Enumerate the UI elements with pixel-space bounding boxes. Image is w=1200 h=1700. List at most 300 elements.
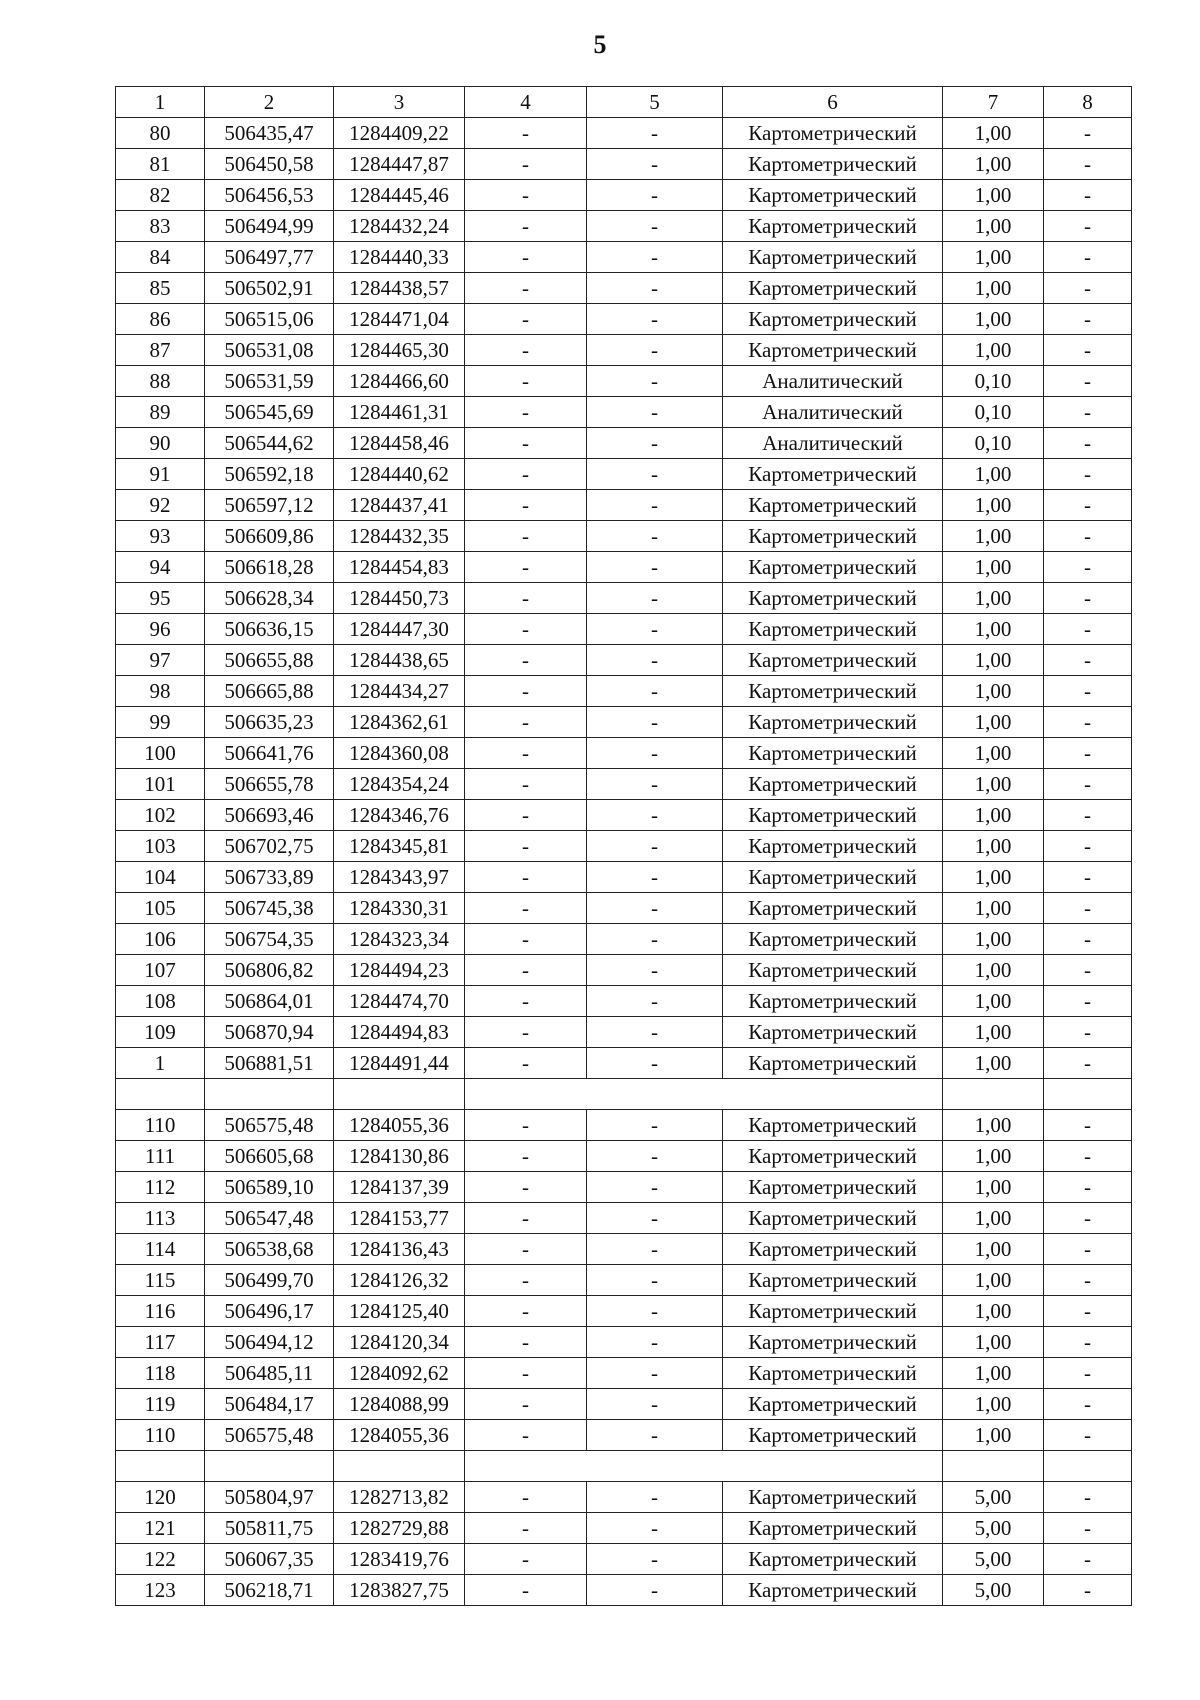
table-cell: 506864,01	[205, 986, 334, 1017]
table-cell: 1284137,39	[334, 1172, 465, 1203]
table-row	[116, 1234, 1132, 1265]
table-cell: -	[465, 304, 587, 335]
table-cell: 1284447,30	[334, 614, 465, 645]
separator-cell	[116, 1079, 205, 1110]
table-cell: 1284465,30	[334, 335, 465, 366]
table-cell: -	[465, 428, 587, 459]
table-row	[116, 1110, 1132, 1141]
table-row	[116, 707, 1132, 738]
table-cell: -	[587, 1482, 723, 1513]
table-cell: -	[465, 335, 587, 366]
table-row	[116, 397, 1132, 428]
table-cell: 123	[116, 1575, 205, 1606]
table-row	[116, 180, 1132, 211]
table-cell: -	[1044, 149, 1132, 180]
table-cell: 506605,68	[205, 1141, 334, 1172]
table-row	[116, 831, 1132, 862]
table-cell: -	[587, 335, 723, 366]
table-cell: -	[1044, 924, 1132, 955]
table-cell: 1284323,34	[334, 924, 465, 955]
table-cell: -	[587, 149, 723, 180]
header-row	[116, 87, 1132, 118]
table-cell: Картометрический	[723, 614, 943, 645]
table-cell: -	[465, 1110, 587, 1141]
table-cell: -	[1044, 614, 1132, 645]
table-cell: -	[1044, 955, 1132, 986]
header-cell: 5	[587, 87, 723, 118]
table-row	[116, 955, 1132, 986]
table-cell: 506545,69	[205, 397, 334, 428]
table-cell: -	[1044, 1017, 1132, 1048]
table-cell: 1284409,22	[334, 118, 465, 149]
table-cell: 112	[116, 1172, 205, 1203]
table-cell: -	[587, 459, 723, 490]
table-cell: 1,00	[943, 1358, 1044, 1389]
table-cell: -	[1044, 304, 1132, 335]
table-row	[116, 428, 1132, 459]
table-cell: 506665,88	[205, 676, 334, 707]
table-cell: -	[465, 738, 587, 769]
table-cell: 1284438,65	[334, 645, 465, 676]
table-cell: 114	[116, 1234, 205, 1265]
table-cell: 506806,82	[205, 955, 334, 986]
table-cell: -	[587, 521, 723, 552]
table-cell: -	[587, 273, 723, 304]
table-cell: 101	[116, 769, 205, 800]
table-row	[116, 676, 1132, 707]
separator-cell	[116, 1451, 205, 1482]
separator-cell	[205, 1451, 334, 1482]
table-cell: Картометрический	[723, 242, 943, 273]
table-cell: 86	[116, 304, 205, 335]
table-row	[116, 1141, 1132, 1172]
table-cell: 1284432,35	[334, 521, 465, 552]
table-cell: 93	[116, 521, 205, 552]
table-cell: 1,00	[943, 1389, 1044, 1420]
table-cell: Картометрический	[723, 1141, 943, 1172]
table-cell: 82	[116, 180, 205, 211]
table-cell: -	[465, 552, 587, 583]
table-cell: Картометрический	[723, 831, 943, 862]
table-row	[116, 924, 1132, 955]
table-row	[116, 614, 1132, 645]
table-cell: 506702,75	[205, 831, 334, 862]
table-cell: 111	[116, 1141, 205, 1172]
table-cell: 5,00	[943, 1575, 1044, 1606]
table-cell: 1,00	[943, 1327, 1044, 1358]
table-cell: 98	[116, 676, 205, 707]
table-cell: 117	[116, 1327, 205, 1358]
table-cell: -	[587, 1296, 723, 1327]
table-cell: -	[587, 304, 723, 335]
table-cell: -	[1044, 335, 1132, 366]
table-cell: 1283827,75	[334, 1575, 465, 1606]
table-cell: -	[587, 1575, 723, 1606]
table-cell: 1,00	[943, 552, 1044, 583]
table-cell: 1,00	[943, 335, 1044, 366]
table-cell: -	[465, 645, 587, 676]
table-cell: 1,00	[943, 583, 1044, 614]
table-cell: -	[465, 955, 587, 986]
separator-cell	[723, 1451, 943, 1482]
table-cell: -	[587, 676, 723, 707]
table-row	[116, 1389, 1132, 1420]
table-cell: 1284055,36	[334, 1110, 465, 1141]
table-row	[116, 1575, 1132, 1606]
table-cell: 1284471,04	[334, 304, 465, 335]
table-cell: -	[587, 118, 723, 149]
table-cell: -	[465, 707, 587, 738]
separator-cell	[1044, 1079, 1132, 1110]
table-row	[116, 1203, 1132, 1234]
table-row	[116, 1482, 1132, 1513]
table-cell: Картометрический	[723, 676, 943, 707]
table-cell: -	[587, 366, 723, 397]
table-cell: -	[1044, 397, 1132, 428]
table-cell: Картометрический	[723, 149, 943, 180]
table-cell: 1,00	[943, 769, 1044, 800]
table-cell: -	[1044, 211, 1132, 242]
table-row	[116, 1265, 1132, 1296]
table-cell: Картометрический	[723, 273, 943, 304]
table-cell: -	[1044, 738, 1132, 769]
table-cell: 1284445,46	[334, 180, 465, 211]
table-cell: 96	[116, 614, 205, 645]
table-cell: 87	[116, 335, 205, 366]
table-cell: 1284360,08	[334, 738, 465, 769]
header-cell: 2	[205, 87, 334, 118]
table-cell: 1284491,44	[334, 1048, 465, 1079]
table-cell: -	[1044, 800, 1132, 831]
table-cell: 506575,48	[205, 1110, 334, 1141]
table-cell: 97	[116, 645, 205, 676]
table-cell: 506496,17	[205, 1296, 334, 1327]
table-cell: -	[1044, 1234, 1132, 1265]
table-cell: 506609,86	[205, 521, 334, 552]
table-row	[116, 1513, 1132, 1544]
table-row	[116, 211, 1132, 242]
table-cell: 506754,35	[205, 924, 334, 955]
separator-cell	[334, 1079, 465, 1110]
table-cell: -	[465, 273, 587, 304]
table-cell: Картометрический	[723, 738, 943, 769]
separator-cell	[465, 1079, 587, 1110]
table-cell: Картометрический	[723, 955, 943, 986]
table-row	[116, 986, 1132, 1017]
table-cell: -	[587, 738, 723, 769]
table-cell: -	[1044, 242, 1132, 273]
table-cell: -	[1044, 831, 1132, 862]
table-cell: 100	[116, 738, 205, 769]
table-row	[116, 862, 1132, 893]
table-cell: Картометрический	[723, 180, 943, 211]
table-row	[116, 490, 1132, 521]
table-cell: Картометрический	[723, 862, 943, 893]
table-cell: 505811,75	[205, 1513, 334, 1544]
table-cell: -	[587, 707, 723, 738]
header-cell: 3	[334, 87, 465, 118]
table-cell: 506592,18	[205, 459, 334, 490]
separator-cell	[943, 1451, 1044, 1482]
table-cell: Картометрический	[723, 459, 943, 490]
page-number: 5	[593, 30, 607, 59]
table-row	[116, 583, 1132, 614]
table-cell: 1,00	[943, 924, 1044, 955]
table-cell: 1,00	[943, 273, 1044, 304]
table-cell: Картометрический	[723, 1575, 943, 1606]
table-cell: 506531,08	[205, 335, 334, 366]
table-cell: -	[465, 366, 587, 397]
table-cell: 5,00	[943, 1513, 1044, 1544]
table-row	[116, 1544, 1132, 1575]
table-row	[116, 304, 1132, 335]
table-cell: 1284343,97	[334, 862, 465, 893]
table-cell: 120	[116, 1482, 205, 1513]
table-cell: 506628,34	[205, 583, 334, 614]
table-cell: Картометрический	[723, 490, 943, 521]
table-cell: -	[587, 1017, 723, 1048]
table-cell: 1,00	[943, 118, 1044, 149]
table-cell: -	[587, 180, 723, 211]
table-cell: -	[1044, 769, 1132, 800]
table-cell: 1284440,62	[334, 459, 465, 490]
table-cell: Картометрический	[723, 211, 943, 242]
table-cell: 104	[116, 862, 205, 893]
table-cell: -	[587, 645, 723, 676]
header-cell: 1	[116, 87, 205, 118]
table-cell: -	[465, 1172, 587, 1203]
table-cell: -	[465, 676, 587, 707]
table-cell: 1,00	[943, 1234, 1044, 1265]
table-row	[116, 893, 1132, 924]
table-cell: 1284125,40	[334, 1296, 465, 1327]
table-cell: 1,00	[943, 1296, 1044, 1327]
table-cell: -	[465, 1234, 587, 1265]
table-cell: -	[587, 1389, 723, 1420]
table-cell: 1284120,34	[334, 1327, 465, 1358]
table-cell: 1282713,82	[334, 1482, 465, 1513]
table-cell: 1284088,99	[334, 1389, 465, 1420]
table-cell: -	[587, 397, 723, 428]
table-cell: -	[465, 118, 587, 149]
table-cell: 1284440,33	[334, 242, 465, 273]
table-cell: -	[465, 242, 587, 273]
table-cell: -	[587, 1358, 723, 1389]
table-cell: -	[1044, 862, 1132, 893]
table-cell: -	[465, 1482, 587, 1513]
table-cell: 506538,68	[205, 1234, 334, 1265]
table-cell: Картометрический	[723, 335, 943, 366]
table-cell: 506575,48	[205, 1420, 334, 1451]
table-cell: -	[1044, 552, 1132, 583]
table-cell: 1284136,43	[334, 1234, 465, 1265]
table-cell: -	[587, 1203, 723, 1234]
table-cell: 1284447,87	[334, 149, 465, 180]
table-cell: 1,00	[943, 1172, 1044, 1203]
table-cell: Картометрический	[723, 1420, 943, 1451]
table-cell: 506547,48	[205, 1203, 334, 1234]
table-cell: -	[465, 397, 587, 428]
table-cell: 506881,51	[205, 1048, 334, 1079]
table-cell: 1284461,31	[334, 397, 465, 428]
table-cell: -	[1044, 118, 1132, 149]
table-cell: -	[1044, 366, 1132, 397]
separator-cell	[587, 1079, 723, 1110]
table-cell: 506870,94	[205, 1017, 334, 1048]
table-cell: -	[587, 583, 723, 614]
table-row	[116, 1296, 1132, 1327]
table-cell: -	[587, 831, 723, 862]
table-cell: Картометрический	[723, 1234, 943, 1265]
table-cell: -	[465, 1575, 587, 1606]
table-cell: 1282729,88	[334, 1513, 465, 1544]
table-cell: 1,00	[943, 707, 1044, 738]
separator-cell	[465, 1451, 587, 1482]
table-cell: -	[465, 831, 587, 862]
table-cell: Картометрический	[723, 1327, 943, 1358]
table-row	[116, 1420, 1132, 1451]
table-cell: -	[465, 893, 587, 924]
table-cell: 1,00	[943, 1017, 1044, 1048]
table-body	[116, 87, 1132, 1606]
table-cell: 506218,71	[205, 1575, 334, 1606]
table-cell: -	[465, 1141, 587, 1172]
table-cell: -	[1044, 1575, 1132, 1606]
table-cell: Картометрический	[723, 1544, 943, 1575]
table-cell: 84	[116, 242, 205, 273]
table-cell: 1284450,73	[334, 583, 465, 614]
table-cell: 1284092,62	[334, 1358, 465, 1389]
table-cell: -	[587, 1544, 723, 1575]
table-cell: 110	[116, 1110, 205, 1141]
table-cell: 1284438,57	[334, 273, 465, 304]
table-cell: Картометрический	[723, 1296, 943, 1327]
table-cell: Картометрический	[723, 1203, 943, 1234]
table-cell: 506733,89	[205, 862, 334, 893]
table-cell: 506502,91	[205, 273, 334, 304]
table-cell: 1,00	[943, 521, 1044, 552]
table-cell: Картометрический	[723, 1482, 943, 1513]
table-cell: 0,10	[943, 366, 1044, 397]
table-row	[116, 118, 1132, 149]
table-cell: 1,00	[943, 149, 1044, 180]
table-cell: -	[587, 1141, 723, 1172]
table-cell: 106	[116, 924, 205, 955]
table-cell: -	[465, 986, 587, 1017]
table-cell: 107	[116, 955, 205, 986]
table-cell: 92	[116, 490, 205, 521]
table-cell: 1,00	[943, 1420, 1044, 1451]
header-cell: 7	[943, 87, 1044, 118]
table-cell: 506435,47	[205, 118, 334, 149]
separator-cell	[587, 1451, 723, 1482]
separator-cell	[334, 1451, 465, 1482]
table-cell: -	[465, 1017, 587, 1048]
table-cell: 118	[116, 1358, 205, 1389]
table-cell: 1,00	[943, 180, 1044, 211]
table-cell: -	[587, 1327, 723, 1358]
table-cell: -	[465, 800, 587, 831]
table-cell: -	[465, 1265, 587, 1296]
table-cell: Картометрический	[723, 1172, 943, 1203]
table-cell: -	[465, 1513, 587, 1544]
separator-row	[116, 1451, 1132, 1482]
table-row	[116, 1327, 1132, 1358]
table-cell: -	[587, 211, 723, 242]
table-cell: 1284330,31	[334, 893, 465, 924]
table-cell: 1,00	[943, 1141, 1044, 1172]
table-cell: -	[1044, 1110, 1132, 1141]
table-cell: -	[465, 211, 587, 242]
table-cell: -	[587, 1110, 723, 1141]
table-cell: 1,00	[943, 645, 1044, 676]
table-cell: -	[1044, 1172, 1132, 1203]
table-cell: -	[1044, 1327, 1132, 1358]
table-cell: -	[1044, 707, 1132, 738]
table-cell: 91	[116, 459, 205, 490]
table-cell: 506655,88	[205, 645, 334, 676]
table-cell: -	[587, 242, 723, 273]
table-cell: 1284126,32	[334, 1265, 465, 1296]
table-cell: -	[465, 924, 587, 955]
table-cell: -	[465, 614, 587, 645]
table-cell: Картометрический	[723, 583, 943, 614]
table-cell: 1284354,24	[334, 769, 465, 800]
table-cell: 110	[116, 1420, 205, 1451]
table-cell: 1284494,83	[334, 1017, 465, 1048]
table-cell: Аналитический	[723, 397, 943, 428]
table-cell: -	[465, 1420, 587, 1451]
table-cell: 1,00	[943, 1203, 1044, 1234]
table-cell: 506485,11	[205, 1358, 334, 1389]
table-cell: 1284466,60	[334, 366, 465, 397]
table-cell: -	[587, 955, 723, 986]
table-row	[116, 1017, 1132, 1048]
table-cell: 1284153,77	[334, 1203, 465, 1234]
table-cell: 109	[116, 1017, 205, 1048]
table-cell: 105	[116, 893, 205, 924]
table-cell: 1284458,46	[334, 428, 465, 459]
table-cell: Аналитический	[723, 366, 943, 397]
table-cell: 95	[116, 583, 205, 614]
table-cell: 506693,46	[205, 800, 334, 831]
table-cell: -	[587, 893, 723, 924]
table-cell: -	[587, 1420, 723, 1451]
table-cell: -	[465, 180, 587, 211]
table-cell: -	[587, 1265, 723, 1296]
table-cell: 1284474,70	[334, 986, 465, 1017]
table-cell: Картометрический	[723, 1358, 943, 1389]
table-cell: -	[1044, 459, 1132, 490]
table-cell: -	[1044, 273, 1132, 304]
table-cell: 1284432,24	[334, 211, 465, 242]
table-cell: -	[1044, 1048, 1132, 1079]
table-cell: 1284362,61	[334, 707, 465, 738]
table-row	[116, 273, 1132, 304]
table-cell: 1,00	[943, 893, 1044, 924]
table-cell: 505804,97	[205, 1482, 334, 1513]
table-cell: 85	[116, 273, 205, 304]
table-cell: Картометрический	[723, 1048, 943, 1079]
table-row	[116, 645, 1132, 676]
table-cell: Картометрический	[723, 800, 943, 831]
table-cell: 506589,10	[205, 1172, 334, 1203]
table-cell: 1,00	[943, 676, 1044, 707]
table-cell: -	[1044, 893, 1132, 924]
table-row	[116, 149, 1132, 180]
table-cell: 80	[116, 118, 205, 149]
table-cell: 89	[116, 397, 205, 428]
